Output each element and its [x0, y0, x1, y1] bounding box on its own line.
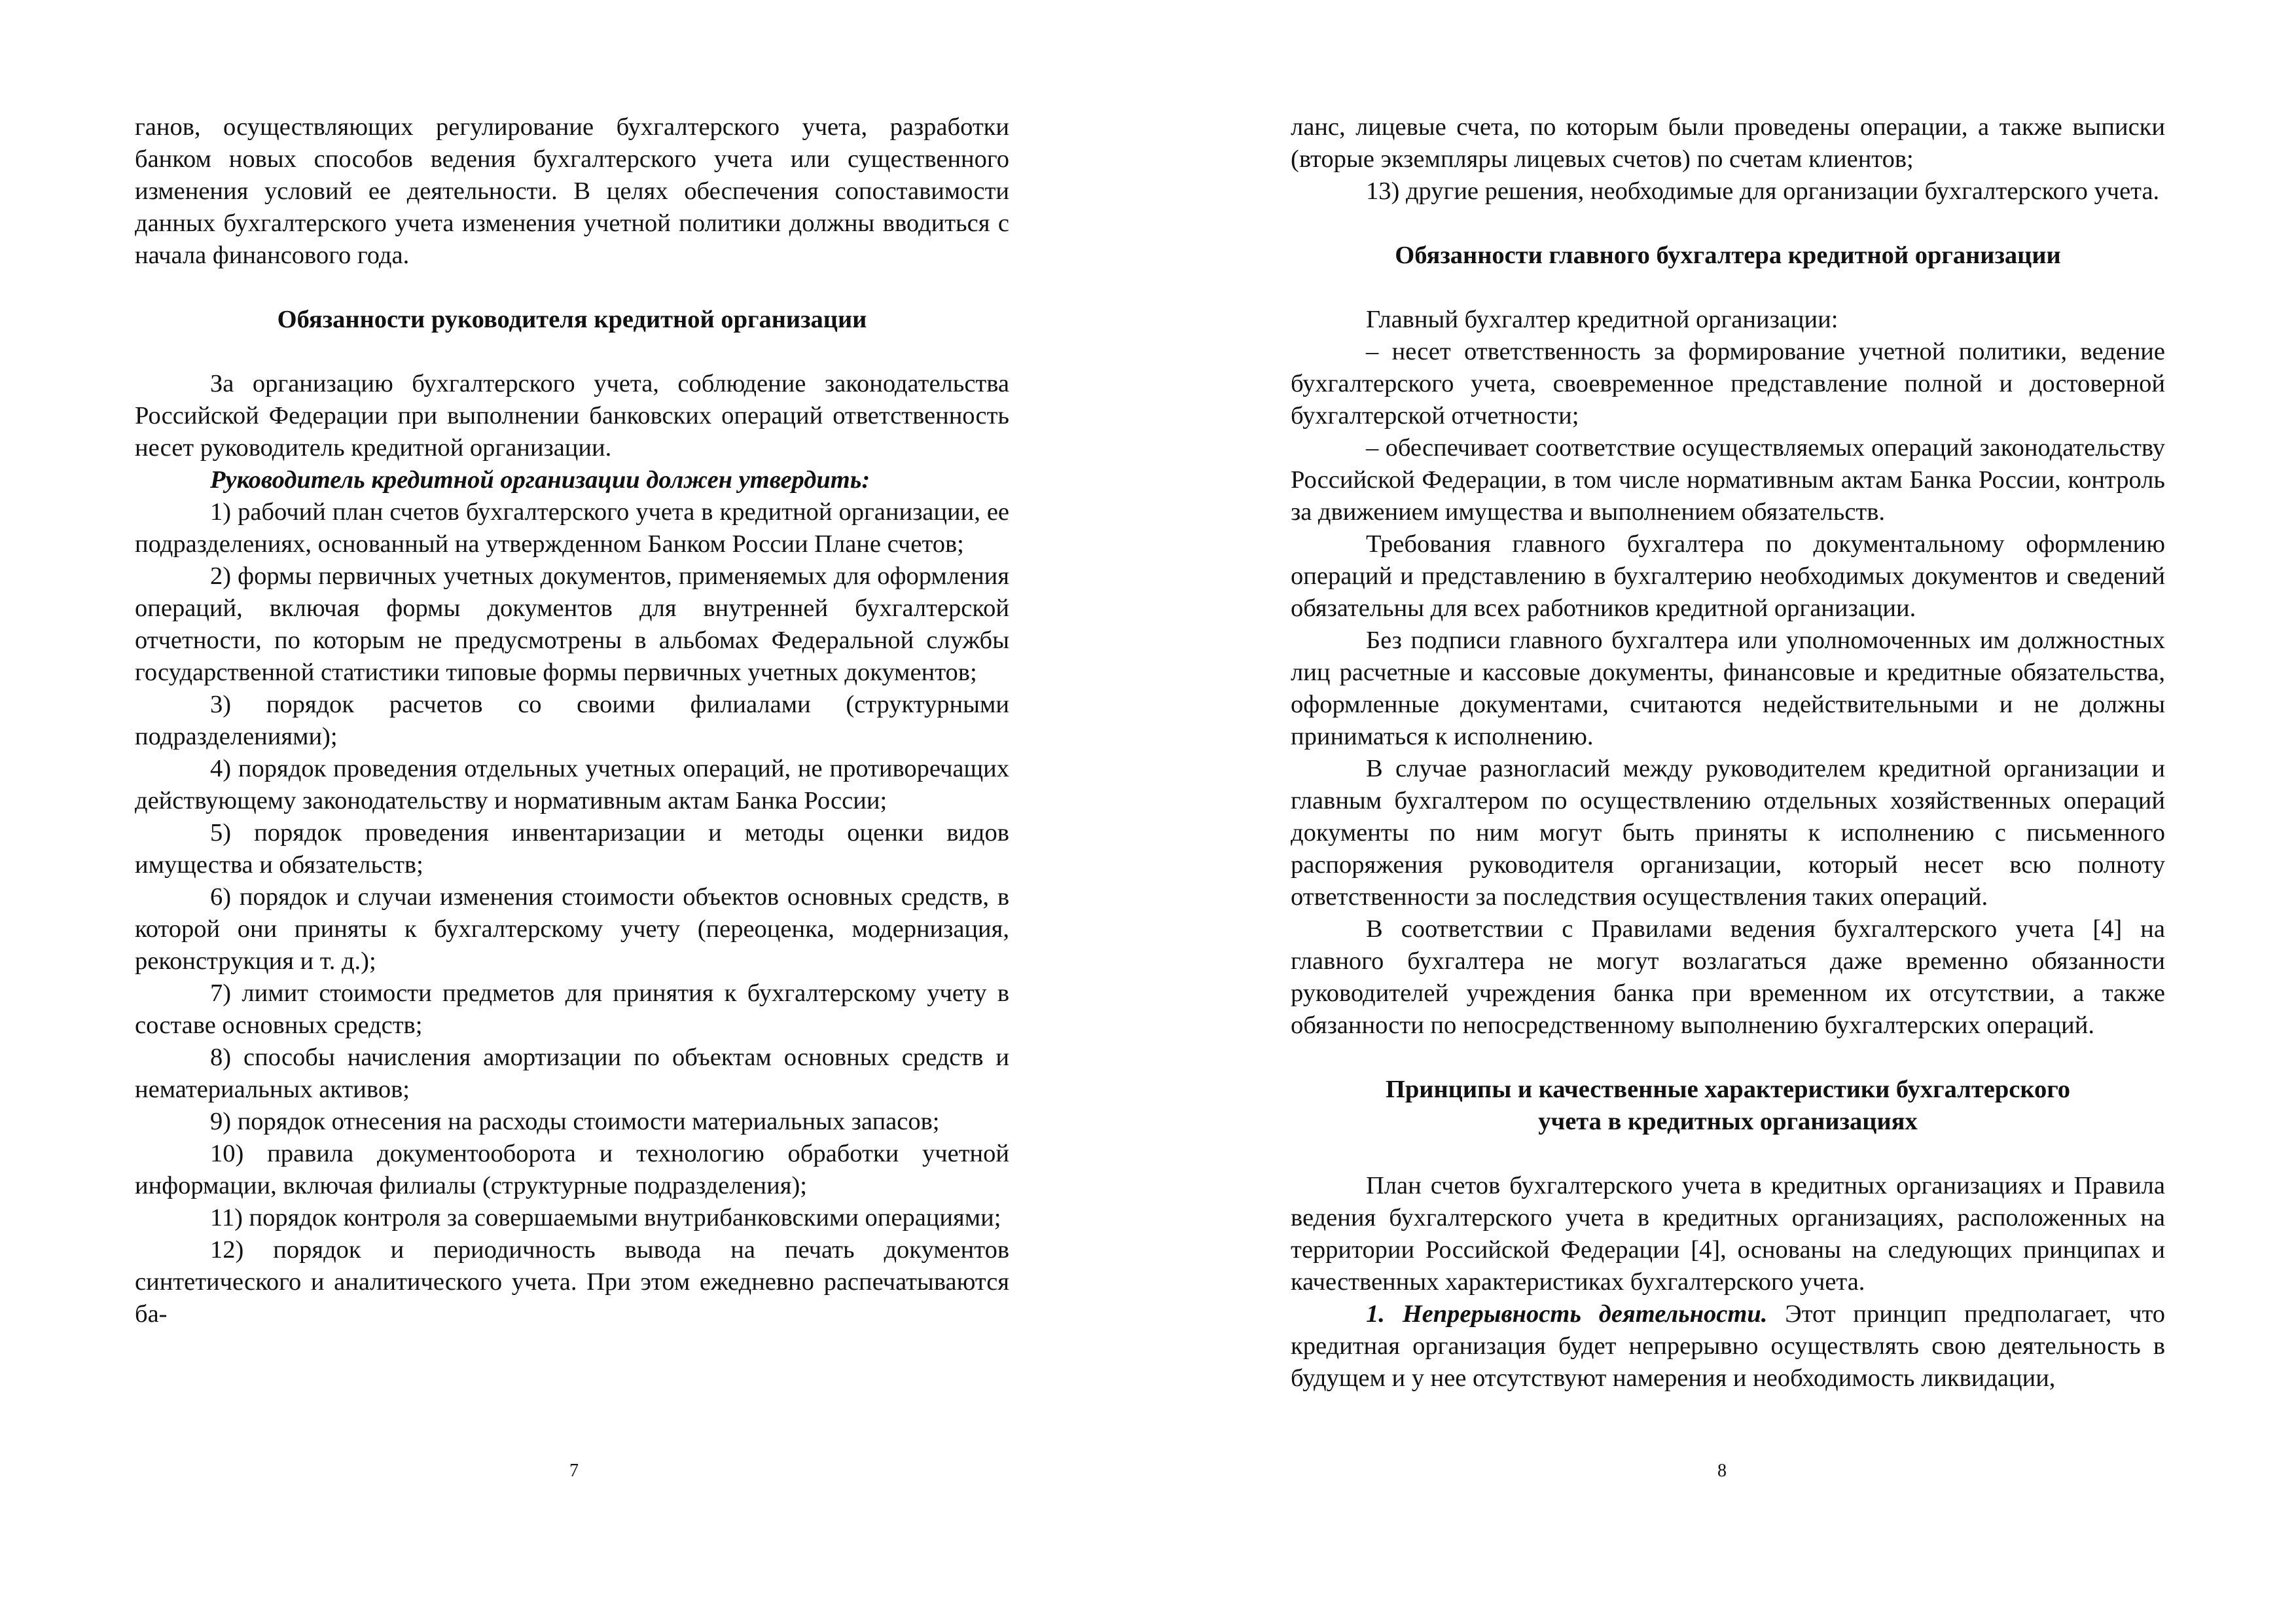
- section-heading: [1291, 1074, 2165, 1138]
- right-page: [1148, 0, 2296, 1623]
- list-item: 5) порядок проведения инвентаризации и методы оценки видов имущества и обязательств;: [135, 819, 1009, 879]
- paragraph: Главный бухгалтер кредитной организации:: [1366, 306, 1839, 333]
- section-heading: Обязанности главного бухгалтера кредитной организации: [1395, 242, 2061, 269]
- left-page-text-column: [135, 111, 1009, 1330]
- page-number: 8: [1717, 1461, 1727, 1481]
- list-item: 4) порядок проведения отдельных учетных операций, не противоречащих действующему законодательству и нормативным актам Банка России;: [135, 755, 1009, 814]
- paragraph: [1291, 1298, 2165, 1395]
- list-item: 2) формы первичных учетных документов, применяемых для оформления операций, включая формы документов для внутренней бухгалтерской отчетности, по которым не предусмотрены в альбомах Федеральной службы государственной статистики типовые формы первичных учетных документов;: [135, 562, 1009, 686]
- paragraph: За организацию бухгалтерского учета, соблюдение законодательства Российской Федерации при выполнении банковских операций ответственность несет руководитель кредитной организации.: [135, 370, 1009, 462]
- paragraph: Без подписи главного бухгалтера или уполномоченных им должностных лиц расчетные и кассовые документы, финансовые и кредитные обязательства, оформленные документами, считаются недействительными и не должны приниматься к исполнению.: [1291, 627, 2165, 750]
- list-item: – обеспечивает соответствие осуществляемых операций законодательству Российской Федерации, в том числе нормативным актам Банка России, контроль за движением имущества и выполнением обязательств.: [1291, 434, 2165, 526]
- paragraph: План счетов бухгалтерского учета в кредитных организациях и Правила ведения бухгалтерского учета в кредитных организациях, расположенных на территории Российской Федерации [4], основаны на следующих принципах и качественных характеристиках бухгалтерского учета.: [1291, 1172, 2165, 1296]
- paragraph-continued: ганов, осуществляющих регулирование бухгалтерского учета, разработки банком новых способов ведения бухгалтерского учета или существенного изменения условий ее деятельности. В целях обеспечения сопоставимости данных бухгалтерского учета изменения учетной политики должны вводиться с начала финансового года.: [135, 113, 1009, 269]
- page-number: 7: [569, 1461, 579, 1481]
- list-item: 1) рабочий план счетов бухгалтерского учета в кредитной организации, ее подразделениях, основанный на утвержденном Банком России Плане счетов;: [135, 498, 1009, 558]
- list-item: – несет ответственность за формирование учетной политики, ведение бухгалтерского учета, своевременное представление полной и достоверной бухгалтерской отчетности;: [1291, 338, 2165, 429]
- heading-line: Принципы и качественные характеристики бухгалтерского: [1385, 1076, 2071, 1103]
- list-item: 10) правила документооборота и технологию обработки учетной информации, включая филиалы (структурные подразделения);: [135, 1140, 1009, 1199]
- principle-text: Этот принцип предполагает, что кредитная организация будет непрерывно осуществлять свою деятельность в будущем и у нее отсутствуют намерения и необходимость ликвидации,: [1291, 1300, 2166, 1392]
- subheading: [135, 464, 1009, 496]
- list-item: 7) лимит стоимости предметов для принятия к бухгалтерскому учету в составе основных средств;: [135, 979, 1009, 1039]
- list-item: 8) способы начисления амортизации по объектам основных средств и нематериальных активов;: [135, 1044, 1009, 1103]
- principle-title: 1. Непрерывность деятельности.: [1366, 1300, 1768, 1328]
- list-item: 11) порядок контроля за совершаемыми внутрибанковскими операциями;: [210, 1204, 1001, 1231]
- list-item: 3) порядок расчетов со своими филиалами (структурными подразделениями);: [135, 691, 1009, 750]
- paragraph-continued: ланс, лицевые счета, по которым были проведены операции, а также выписки (вторые экземпляры лицевых счетов) по счетам клиентов;: [1291, 113, 2165, 173]
- heading-line: учета в кредитных организациях: [1538, 1108, 1918, 1135]
- paragraph: Требования главного бухгалтера по документальному оформлению операций и представлению в бухгалтерию необходимых документов и сведений обязательны для всех работников кредитной организации.: [1291, 530, 2165, 622]
- list-item: 6) порядок и случаи изменения стоимости объектов основных средств, в которой они приняты к бухгалтерскому учету (переоценка, модернизация, реконструкция и т. д.);: [135, 883, 1009, 975]
- list-item: 9) порядок отнесения на расходы стоимости материальных запасов;: [210, 1108, 940, 1135]
- right-page-text-column: [1291, 111, 2165, 1395]
- subheading-text: Руководитель кредитной организации должен утвердить:: [210, 466, 870, 494]
- paragraph: В соответствии с Правилами ведения бухгалтерского учета [4] на главного бухгалтера не могут возлагаться даже временно обязанности руководителей учреждения банка при временном их отсутствии, а также обязанности по непосредственному выполнению бухгалтерских операций.: [1291, 915, 2165, 1039]
- paragraph: В случае разногласий между руководителем кредитной организации и главным бухгалтером по осуществлению отдельных хозяйственных операций документы по ним могут быть приняты к исполнению с письменного распоряжения руководителя организации, который несет всю полноту ответственности за последствия осуществления таких операций.: [1291, 755, 2165, 911]
- list-item: 13) другие решения, необходимые для организации бухгалтерского учета.: [1366, 177, 2160, 205]
- section-heading: Обязанности руководителя кредитной организации: [277, 306, 867, 333]
- list-item: 12) порядок и периодичность вывода на печать документов синтетического и аналитического учета. При этом ежедневно распечатываются ба-: [135, 1236, 1009, 1328]
